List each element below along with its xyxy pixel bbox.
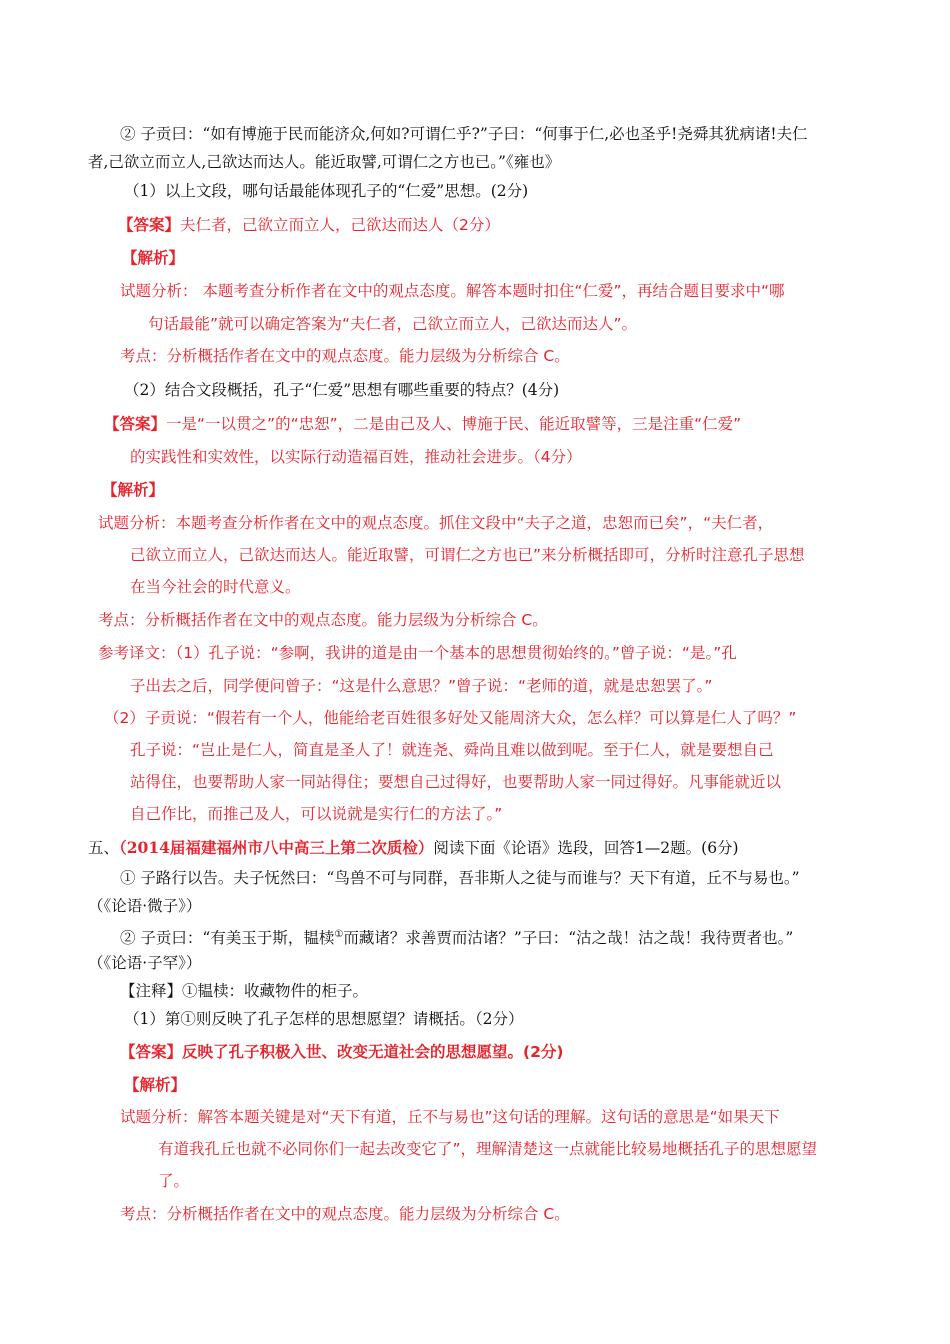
analysis-text: 句话最能”就可以确定答案为“夫仁者，己欲立而立人，己欲达而达人”。 [148,315,638,333]
translation-text: 参考译文：（1）孔子说：“参啊，我讲的道是由一个基本的思想贯彻始终的。”曾子说：“是。”孔 [98,644,737,662]
source-label: （2014届福建福州市八中高三上第二次质检） [119,838,434,857]
section-instruction: 阅读下面《论语》选段，回答1—2题。(6分) [433,839,739,857]
analysis-tag: 【解析】 [122,249,185,267]
annotation-note: 【注释】①韫椟：收藏物件的柜子。 [120,982,369,1000]
question-1: （1）第①则反映了孔子怎样的思想愿望？请概括。（2分） [124,1010,524,1028]
answer-text: 一是“一以贯之”的“忠恕”，二是由己及人、博施于民、能近取譬等，三是注重“仁爱” [166,415,742,433]
analysis-text: 有道我孔丘也就不必同你们一起去改变它了”，理解清楚这一点就能比较易地概括孔子的思想愿望 [158,1140,818,1158]
answer-text: 夫仁者，己欲立而立人，己欲达而达人（2分） [180,216,500,234]
passage-line: ② 子贡曰：“如有博施于民而能济众,何如?可谓仁乎?”子曰：“何事于仁,必也圣乎!尧舜其犹病诸!夫仁 [120,125,808,143]
answer-tag: 【答案】 [120,1043,183,1061]
analysis-tag: 【解析】 [124,1076,187,1094]
translation-text: 站得住，也要帮助人家一同站得住；要想自己过得好，也要帮助人家一同过得好。凡事能就近以 [130,773,782,791]
passage-text: 而藏诸？求善贾而沽诸？”子曰：“沽之哉！沽之哉！我待贾者也。” [343,929,794,948]
section-five-heading [88,838,739,858]
answer-row [120,1042,563,1062]
answer-text: 反映了孔子积极入世、改变无道社会的思想愿望。(2分) [182,1043,564,1061]
passage-source: （《论语·微子》） [88,897,202,915]
knowledge-point: 考点：分析概括作者在文中的观点态度。能力层级为分析综合 C。 [120,347,570,365]
footnote-marker: ① [334,929,344,940]
analysis-tag: 【解析】 [102,481,165,499]
answer-tag: 【答案】 [104,415,167,433]
question-1: （1）以上文段，哪句话最能体现孔子的“仁爱”思想。(2分) [124,182,529,200]
analysis-text: 试题分析：解答本题关键是对“天下有道，丘不与易也”这句话的理解。这句话的意思是“如果天下 [120,1108,780,1126]
translation-text: 自己作比，而推己及人，可以说就是实行仁的方法了。” [130,805,503,823]
question-2: （2）结合文段概括，孔子“仁爱”思想有哪些重要的特点？(4分) [124,381,560,399]
passage-source: （《论语·子罕》） [88,954,202,972]
analysis-text: 试题分析： 本题考查分析作者在文中的观点态度。解答本题时扣住“仁爱”，再结合题目要求中“哪 [120,282,785,300]
analysis-text: 己欲立而立人，己欲达而达人。能近取譬，可谓仁之方也已”来分析概括即可，分析时注意孔子思想 [130,546,805,564]
answer-tag: 【答案】 [118,216,181,234]
analysis-text: 了。 [158,1172,190,1190]
section-number: 五、 [88,839,120,857]
answer-row [104,414,741,434]
knowledge-point: 考点：分析概括作者在文中的观点态度。能力层级为分析综合 C。 [120,1205,570,1223]
translation-text: 子出去之后，同学便问曾子：“这是什么意思？”曾子说：“老师的道，就是忠恕罢了。” [130,677,713,695]
knowledge-point: 考点：分析概括作者在文中的观点态度。能力层级为分析综合 C。 [98,611,548,629]
analysis-text: 试题分析：本题考查分析作者在文中的观点态度。抓住文段中“夫子之道，忠恕而已矣”，“夫仁者， [98,514,774,532]
passage-line: 者,己欲立而立人,己欲达而达人。能近取譬,可谓仁之方也已。”《雍也》 [88,153,561,171]
translation-text: （2）子贡说：“假若有一个人，他能给老百姓很多好处又能周济大众，怎么样？可以算是仁人了吗？” [104,709,797,727]
passage-line [120,925,793,948]
passage-text: ② 子贡曰：“有美玉于斯，韫椟 [120,929,335,948]
passage-line: ① 子路行以告。夫子怃然曰：“鸟兽不可与同群，吾非斯人之徒与而谁与？天下有道，丘不与易也。” [120,869,800,887]
answer-row [118,215,500,235]
analysis-text: 在当今社会的时代意义。 [130,578,301,596]
translation-text: 孔子说：“岂止是仁人，简直是圣人了！就连尧、舜尚且难以做到呢。至于仁人，就是要想自己 [130,741,774,759]
answer-text: 的实践性和实效性，以实际行动造福百姓，推动社会进步。（4分） [130,448,582,466]
